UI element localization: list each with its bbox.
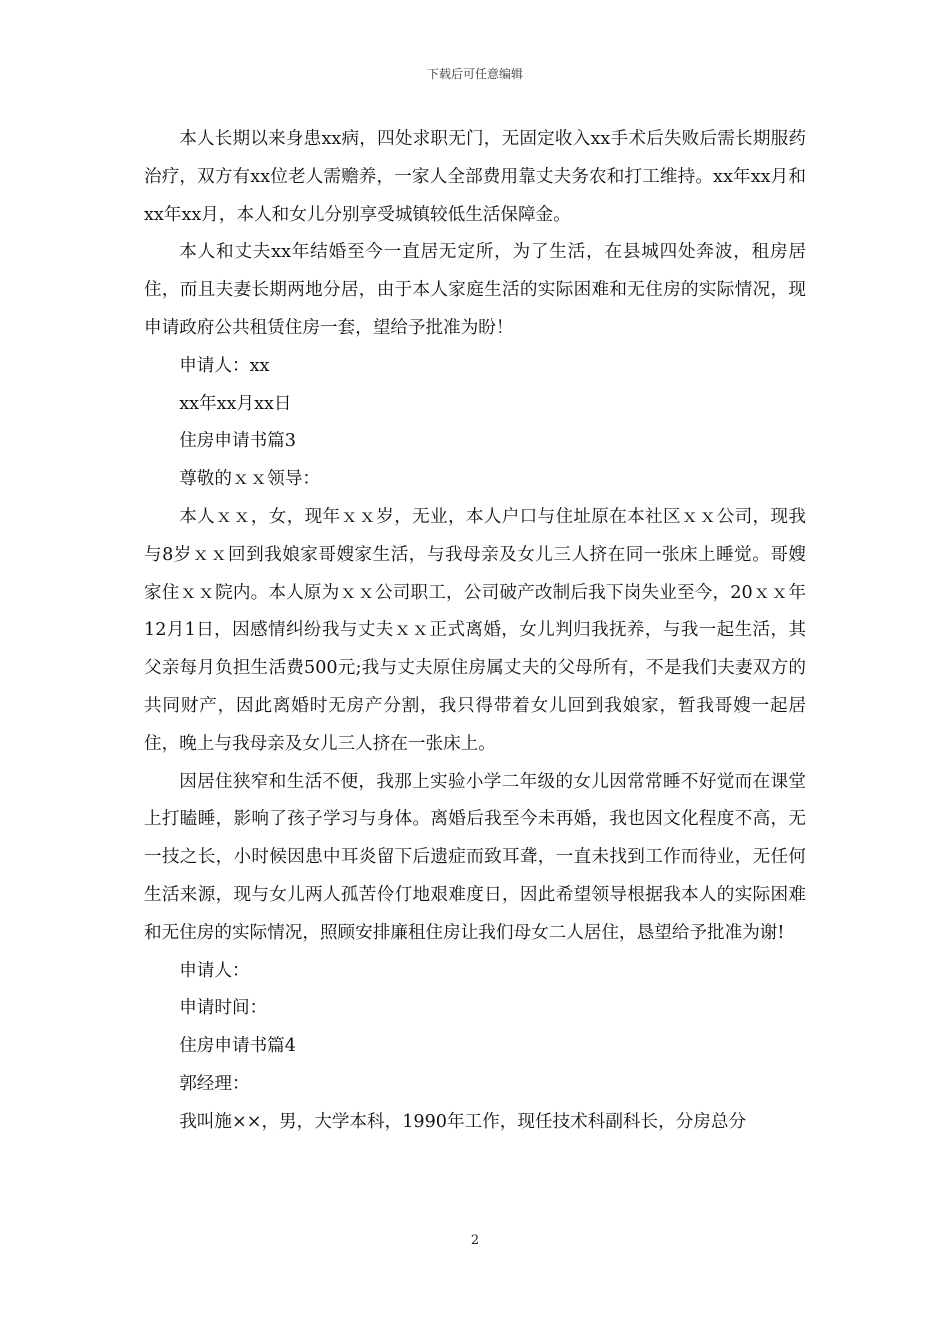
signature-applicant-blank: 申请人：: [179, 960, 250, 981]
signature-applicant: 申请人：xx: [179, 355, 270, 376]
paragraph-housing-request: 本人和丈夫xx年结婚至今一直居无定所，为了生活，在县城四处奔波，租房居住，而且夫妻长期两地分居，由于本人家庭生活的实际困难和无住房的实际情况，现申请政府公共租赁住房一套，望给予批准为盼！: [144, 242, 806, 338]
document-body: [144, 121, 806, 1142]
salutation-4: 郭经理：: [179, 1073, 250, 1094]
signature-date: xx年xx月xx日: [179, 393, 292, 414]
page-header: 下载后可任意编辑: [426, 67, 523, 81]
signature-application-time: 申请时间：: [179, 998, 268, 1019]
paragraph-introduction: 我叫施××，男，大学本科，1990年工作，现任技术科副科长，分房总分: [179, 1111, 747, 1132]
section-title-4: 住房申请书篇4: [179, 1036, 296, 1057]
section-title-3: 住房申请书篇3: [179, 431, 296, 452]
salutation-3: 尊敬的ｘｘ领导：: [179, 469, 320, 490]
paragraph-hardship: 因居住狭窄和生活不便，我那上实验小学二年级的女儿因常常睡不好觉而在课堂上打瞌睡，影响了孩子学习与身体。离婚后我至今未再婚，我也因文化程度不高，无一技之长，小时候因患中耳炎留下后遗症而致耳聋，一直未找到工作而待业，无任何生活来源，现与女儿两人孤苦伶仃地艰难度日，因此希望领导根据我本人的实际困难和无住房的实际情况，照顾安排廉租住房让我们母女二人居住，恳望给予批准为谢!: [144, 771, 806, 943]
page-number: 2: [470, 1233, 480, 1248]
paragraph-health-income: 本人长期以来身患xx病，四处求职无门，无固定收入xx手术后失败后需长期服药治疗，双方有xx位老人需赡养，一家人全部费用靠丈夫务农和打工维持。xx年xx月和xx年xx月，本人和女儿分别享受城镇较低生活保障金。: [144, 129, 806, 225]
paragraph-personal-situation: 本人ｘｘ，女，现年ｘｘ岁，无业，本人户口与住址原在本社区ｘｘ公司，现我与8岁ｘｘ回到我娘家哥嫂家生活，与我母亲及女儿三人挤在同一张床上睡觉。哥嫂家住ｘｘ院内。本人原为ｘｘ公司职工，公司破产改制后我下岗失业至今，20ｘｘ年12月1日，因感情纠纷我与丈夫ｘｘ正式离婚，女儿判归我抚养，与我一起生活，其父亲每月负担生活费500元;我与丈夫原住房属丈夫的父母所有，不是我们夫妻双方的共同财产，因此离婚时无房产分割，我只得带着女儿回到我娘家，暂我哥嫂一起居住，晚上与我母亲及女儿三人挤在一张床上。: [144, 506, 806, 754]
